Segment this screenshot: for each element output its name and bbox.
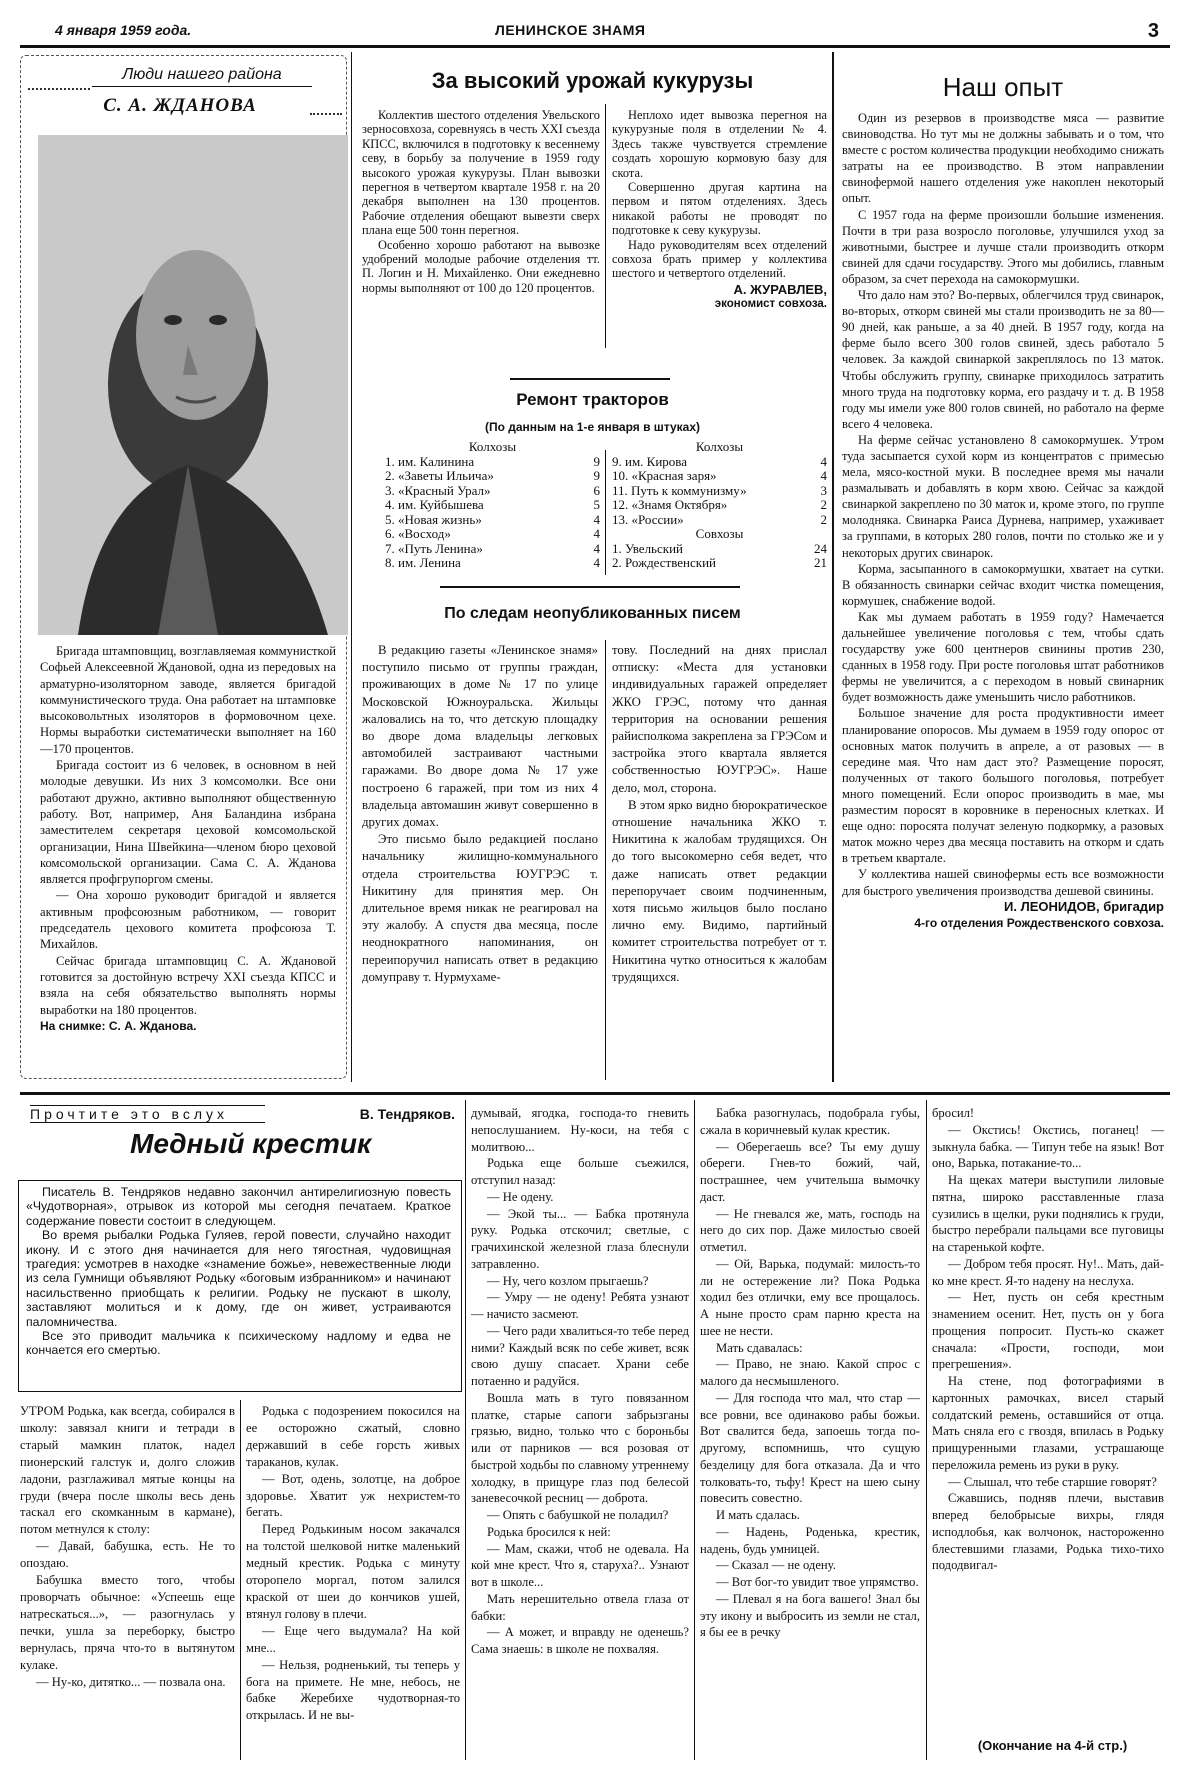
paragraph: Коллектив шестого отделения Увельского зерносовхоза, соревнуясь в честь XXI съезда КПСС, включился в подготовку к весеннему севу, в борьбу за получение в 1959 году высокого урожая кукурузы. План вывозки перегноя в четвертом квартале 1958 г. на 20 декабря выполнен на 130 процентов. Рабочие отделения обещают вывезти сверх плана еще 500 тонн перегноя.: [362, 108, 600, 238]
paragraph: Как мы думаем работать в 1959 году? Намечается дальнейшее увеличение поголовья с тем, чтобы сдать государству уже 600 центнеров свинины против 230, сданных в 1958 году. При росте поголовья штат работников фермы не увеличится, а с переходом в новый свинарник будет возможность даже уменьшить число работников.: [842, 609, 1164, 705]
paragraph: И мать сдалась.: [716, 1508, 800, 1522]
paragraph: — Давай, бабушка, есть. Не то опоздаю.: [20, 1539, 235, 1571]
paragraph: Мать сдавалась:: [716, 1340, 803, 1355]
cross-rubric: Прочтите это вслух: [30, 1105, 265, 1123]
corn-column-1: [362, 108, 600, 295]
table-row: 3. «Красный Урал» 6: [385, 482, 600, 498]
column-divider: [694, 1100, 695, 1760]
paragraph: На ферме сейчас установлено 8 самокормушек. Утром туда засыпается сухой корм из концентратов с примесью мела, мясо-костной муки. В последнее время мы начали размалывать и добавлять в корм хвою. Сейчас за каждой свинаркой закреплено по 30 маток и, кроме этого, по группе молодняка. Свинарка Раиса Дурнева, например, ухаживает за группами, в которых 280 голов, почти по столько же и у некоторых других свинарок.: [842, 432, 1164, 560]
tractors-subtitle: (По данным на 1-е января в штуках): [484, 420, 701, 434]
table-row: 8. им. Ленина 4: [385, 555, 600, 570]
paragraph: — Вот, одень, золотце, на доброе здоровье. Хватит уж нехристем-то бегать.: [246, 1471, 460, 1520]
tractors-table-left: [385, 440, 600, 571]
table-header: Совхозы: [695, 526, 744, 541]
cross-column-1: [20, 1403, 235, 1690]
table-header: Колхозы: [695, 439, 744, 454]
table-row: 2. «Заветы Ильича» 9: [385, 468, 600, 483]
page-number: 3: [1147, 20, 1159, 42]
paragraph: Неплохо идет вывозка перегноя на кукурузные поля в отделении № 4. Здесь также чувствуется стремление создать хорошую кормовую базу для скота.: [612, 108, 827, 180]
paragraph: Родька бросился к ней:: [487, 1524, 611, 1539]
paragraph: — Чего ради хвалиться-то тебе перед ними? Каждый всяк по себе живет, всяк свою душу спасает. Храни себе потаенно и радуйся.: [471, 1323, 689, 1388]
decorative-ornament: [310, 103, 342, 115]
section-rule: [510, 378, 670, 380]
paragraph: Один из резервов в производстве мяса — развитие свиноводства. Но тут мы не должны забывать и о том, что вместе с ростом количества продукции необходимо снижать затраты на ее производство. В этом направлении свинофермой нашего отделения уже накоплен некоторый опыт.: [842, 111, 1164, 206]
cross-intro: [26, 1185, 451, 1358]
paragraph: Большое значение для роста продуктивности имеет планирование опоросов. Мы думаем в 1959 году опорос от основных маток получить в апреле, а от разовых — в середине мая. Что нам даст это? Размещение поросят, полученных от такого большого поголовья, потребует много помещений. Если опорос производить в мае, мы разместим поросят в коровнике в переносных клетках. И еще одно: поросята получат зеленую подкормку, а разовых маток можно через два месяца поставить на откорм и сдать в третьем квартале.: [842, 706, 1164, 866]
paragraph: — Окстись! Окстись, поганец! — зыкнула бабка. — Типун тебе на язык! Вот оно, Варька, потакание-то...: [932, 1122, 1164, 1171]
corn-signature: А. ЖУРАВЛЕВ,: [733, 281, 827, 297]
zhdanova-rubric: Люди нашего района: [92, 66, 312, 87]
issue-date: 4 января 1959 года.: [55, 22, 192, 38]
paragraph: Писатель В. Тендряков недавно закончил антирелигиозную повесть «Чудотворная», отрывок из которой мы сегодня печатаем. Краткое содержание повести состоит в следующем.: [26, 1185, 451, 1228]
table-divider: [605, 450, 606, 575]
paragraph: — А может, и вправду не оденешь? Сама знаешь: в школе не похваляя.: [471, 1625, 689, 1656]
portrait-photo: [38, 135, 348, 635]
paragraph: — Надень, Роденька, крестик, надень, будь умницей.: [700, 1524, 920, 1556]
paragraph: Перед Родькиным носом закачался на толстой шелковой нитке маленький медный крестик. Родька с минуту оторопело моргал, потом залился краской от шеи до кончиков ушей, втянул голову в плечи.: [246, 1522, 460, 1621]
paragraph: — Экой ты... — Бабка протянула руку. Родька отскочил; светлые, с грачихинской железной глаза блеснули затравленно.: [471, 1206, 689, 1271]
paragraph: В редакцию газеты «Ленинское знамя» поступило письмо от группы граждан, проживающих в доме № 17 по улице Московской Южноуральска. Жильцы жаловались на то, что детскую площадку во дворе дома владельцы легковых автомобилей застраивают частными гаражами. Во дворе дома № 17 уже построено 6 гаражей, при том из них 4 владельца автомашин живут совершенно в других домах.: [362, 643, 598, 830]
section-rule: [440, 586, 740, 588]
paragraph: Совершенно другая картина на первом и пятом отделениях. Здесь никакой работы не проводят по подготовке к севу кукурузы.: [612, 180, 827, 238]
paragraph: С 1957 года на ферме произошли большие изменения. Почти в три раза возросло поголовье, улучшился уход за животными, быстрее и лучше стали производить откорм свиней для сдачи государству. Этого мы добились, главным образом, за счет перехода на самокормушки.: [842, 207, 1164, 286]
paragraph: Все это приводит мальчика к психическому надлому и едва не кончается его смертью.: [26, 1329, 451, 1358]
paragraph: — Вот бог-то увидит твое упрямство.: [716, 1575, 919, 1589]
zhdanova-article: [40, 643, 336, 1034]
paragraph: В этом ярко видно бюрократическое отношение начальника ЖКО т. Никитина к жалобам трудящихся. Он до того высокомерно себя ведет, что даже написать ответ редакции перепоручает своим подчиненным, хотя письмо жильцов было послано лично ему. Видимо, партийный комитет строительства потребует от т. Никитина чутко относиться к жалобам трудящихся.: [612, 797, 827, 984]
cross-column-4: [700, 1105, 920, 1641]
section-divider: [20, 1092, 1170, 1095]
paragraph: Бабка разогнулась, подобрала губы, сжала в коричневый кулак крестик.: [700, 1106, 920, 1137]
paragraph: На стене, под фотографиями в картонных рамочках, висел старый солдатский ремень, оставшийся от отца. Мать сняла его с гвоздя, впилась в Родьку прищуренными глазами, устрашающе переложила ремень из руки в руку.: [932, 1374, 1164, 1472]
letters-column-1: [362, 642, 598, 986]
corn-column-2: [612, 108, 827, 312]
letters-title: По следам неопубликованных писем: [444, 605, 741, 622]
tractors-table-right: [612, 440, 827, 571]
column-divider: [605, 104, 606, 348]
paragraph: тову. Последний на днях прислал отписку: «Места для установки индивидуальных гаражей определяет ЖКО ГРЭС, потому что данная территория на основании решения райисполкома закреплена за ГРЭСом и застройка этого квартала является собственностью ЮУГРЭС». Наше дело, мол, сторона.: [612, 643, 827, 795]
table-header: Колхозы: [468, 439, 517, 454]
column-divider: [465, 1100, 466, 1760]
cross-column-3: [471, 1105, 689, 1658]
paragraph: — Опять с бабушкой не поладил?: [487, 1508, 669, 1522]
paragraph: — Для господа что мал, что стар — все ровни, все одинаково рабы божьи. Вот свалится беда, запоешь тогда по-другому, вспомнишь, что сущую безделицу для бога отказала. Да и что толковать-то, тьфу! Крест на шею сыну повесить совестно.: [700, 1390, 920, 1506]
paragraph: — Мам, скажи, чтоб не одевала. На кой мне крест. Что я, старуха?.. Узнают вот в школе...: [471, 1541, 689, 1589]
paragraph: — Не гневался же, мать, господь на него до сих пор. Даже милостью своей отметил.: [700, 1206, 920, 1254]
cross-column-5: [932, 1105, 1164, 1574]
table-row: 1. Увельский 24: [612, 540, 827, 556]
column-divider: [926, 1100, 927, 1760]
table-row: 11. Путь к коммунизму» 3: [612, 482, 827, 498]
table-row: 7. «Путь Ленина» 4: [385, 540, 600, 556]
paragraph: Во время рыбалки Родька Гуляев, герой повести, случайно находит икону. И с этого дня начинается для него тягостная, чудовищная трагедия: усмотрев в находке «знамение божье», невежественные люди из села Гумнищи объявляют Родьку «боговым избранником» и начинают насильственно приобщать к религии. Родьку не пускают в школу, заставляют молиться и к дому, где он живет, устраиваются паломничества.: [26, 1228, 451, 1329]
paragraph: — Еще чего выдумала? На кой мне...: [246, 1623, 460, 1655]
paragraph: — Нельзя, родненький, ты теперь у бога на примете. Не мне, небось, не бабке Жеребихе чудотворная-то открылась. И не вы-: [246, 1657, 460, 1723]
paragraph: Сжавшись, подняв плечи, выставив вперед белобрысые вихры, глядя исподлобья, как волчонок, настороженно блестевшими глазами, Родька тихо-тихо пододвигал-: [932, 1491, 1164, 1573]
experience-article: [842, 110, 1164, 931]
cross-author: В. Тендряков.: [359, 1106, 455, 1122]
paragraph: — Нет, пусть он себя крестным знамением осенит. Нет, пусть он у бога прощения попросит. Пусть-ко скажет сначала: «Прости, господи, мои прегрешения».: [932, 1290, 1164, 1372]
paragraph: Корма, засыпанного в самокормушки, хватает на сутки. В обязанность свинарки сейчас входит чистка помещения, кормушек, снабжение водой.: [842, 561, 1164, 608]
tractors-title: Ремонт тракторов: [516, 390, 669, 409]
table-row: 6. «Восход» 4: [385, 526, 600, 541]
cross-title: Медный крестик: [130, 1128, 372, 1159]
paragraph: — Ой, Варька, подумай: милость-то ли не остережение ли? Пока Родька ходил без отлички, ему все прощалось. А ныне просто срам парню креста на шее не нести.: [700, 1256, 920, 1338]
table-row: 4. им. Куйбышева 5: [385, 497, 600, 512]
paragraph: Что дало нам это? Во-первых, облегчился труд свинарок, во-вторых, откорм свиней мы стали производить не за 80—90 дней, как раньше, а за 40 дней. В 1957 году, когда на ферме было всего 300 голов свиней, здесь работало 5 человек. За каждой свинаркой закреплялось по 13 маток. Чтобы обслужить группу, свинарке приходилось затратить много труда на подготовку корма, его раздачу и т. д. В 1958 году мы имели уже 800 голов свиней, но работало на ферме всего 4 человека.: [842, 288, 1164, 431]
paragraph: Это письмо было редакцией послано начальнику жилищно-коммунального отдела строительства ЮУГРЭС т. Никитину для принятия мер. Он длительное время никак не реагировал на эту жалобу. А спустя два месяца, после неоднократного напоминания, он переипоручил написать ответ в редакцию домуправу т. Нурмухаме-: [362, 832, 598, 984]
letters-column-2: [612, 642, 827, 986]
paragraph: У коллектива нашей свинофермы есть все возможности для быстрого увеличения производства дешевой свинины.: [842, 867, 1164, 898]
paragraph: — Она хорошо руководит бригадой и является активным профсоюзным работником, — говорит председатель цехового комитета профсоюза Т. Михайлов.: [40, 888, 336, 952]
column-divider: [240, 1400, 241, 1760]
zhdanova-name: С. А. ЖДАНОВА: [103, 95, 257, 116]
paragraph: — Слышал, что тебе старшие говорят?: [948, 1474, 1157, 1489]
column-divider: [605, 640, 606, 1080]
paragraph: — Ну, чего козлом прыгаешь?: [487, 1273, 649, 1288]
column-divider: [832, 52, 834, 1082]
paragraph: — Ну-ко, дитятко... — позвала она.: [36, 1674, 226, 1689]
paragraph: — Плевал я на бога вашего! Знал бы эту икону и выбросить из земли не стал, я бы ее в речку: [700, 1591, 920, 1640]
masthead-rule: [20, 45, 1170, 48]
table-row: 1. им. Калинина 9: [385, 453, 600, 469]
paragraph: На щеках матери выступили лиловые пятна, широко расставленные глаза сузились в щелки, руки поднялись к груди, быстро перебрали пальцами все пуговицы на старенькой кофте.: [932, 1173, 1164, 1254]
experience-title: Наш опыт: [942, 72, 1064, 102]
paragraph: думывай, ягодка, господа-то гневить непослушанием. Ну-коси, на тебя с молитвою...: [471, 1106, 689, 1154]
column-divider: [351, 52, 352, 1082]
table-row: 2. Рождественский 21: [612, 555, 827, 570]
paragraph: — Сказал — не одену.: [716, 1558, 836, 1573]
paragraph: Надо руководителям всех отделений совхоза брать пример у коллектива шестого и четвертого отделений.: [612, 237, 827, 281]
paragraph: — Добром тебя просят. Ну!.. Мать, дай-ко мне крест. Я-то надену на неслуха.: [932, 1256, 1164, 1288]
paragraph: Родька еще больше съежился, отступил назад:: [471, 1156, 689, 1187]
paragraph: Вошла мать в туго повязанном платке, старые сапоги забрызганы грязью, видно, только что с бороньбы или от парников — вся розовая от быстрой ходьбы по славному утреннему холодку, в прищуре глаз под белесой заневесочкой ресниц — доброта.: [471, 1390, 689, 1506]
experience-signature-position: 4-го отделения Рождественского совхоза.: [914, 915, 1164, 930]
paragraph: УТРОМ Родька, как всегда, собирался в школу: завязал книги и тетради в старый мамкин платок, надел пионерский галстук и, долго сложив ладони, разглаживал мятые концы на груди (вчера после школы весь день таскал его скомканным в кармане), потом метнулся к столу:: [20, 1404, 235, 1537]
decorative-ornament: [28, 78, 90, 90]
table-row: 12. «Знамя Октября» 2: [612, 497, 827, 512]
corn-title: За высокий урожай кукурузы: [431, 68, 754, 93]
corn-signature-position: экономист совхоза.: [714, 298, 827, 311]
paragraph: Особенно хорошо работают на вывозке удобрений молодые рабочие отделения тт. П. Логин и Н. Михайленко. Они ежедневно нормы выполняют от 100 до 120 процентов.: [362, 237, 600, 295]
photo-caption: На снимке: С. А. Жданова.: [40, 1018, 197, 1033]
paragraph: Мать нерешительно отвела глаза от бабки:: [471, 1591, 689, 1623]
paragraph: Бригада состоит из 6 человек, в основном в ней молодые девушки. Из них 3 комсомолки. Все они работают дружно, активно выполняют общественную работу. Вот, например, Аня Баландина избрана заместителем секретаря цеховой комсомольской организации, Нина Швейкина—членом бюро цеховой комсомольской организации. Сама С. А. Жданова является профгрупоргом смены.: [40, 758, 336, 887]
paragraph: Родька с подозрением покосился на ее осторожно сжатый, словно державший в себе горсть живых тараканов, кулак.: [246, 1404, 460, 1469]
experience-signature: И. ЛЕОНИДОВ, бригадир: [1004, 898, 1164, 914]
cross-column-2: [246, 1403, 460, 1724]
paragraph: бросил!: [932, 1106, 975, 1120]
table-row: 5. «Новая жизнь» 4: [385, 511, 600, 527]
paragraph: — Не одену.: [487, 1189, 554, 1204]
table-row: 9. им. Кирова 4: [612, 453, 827, 469]
table-row: 13. «России» 2: [612, 511, 827, 527]
newspaper-name: ЛЕНИНСКОЕ ЗНАМЯ: [495, 22, 646, 38]
table-row: 10. «Красная заря» 4: [612, 468, 827, 483]
paragraph: Бригада штамповщиц, возглавляемая коммунисткой Софьей Алексеевной Ждановой, одна из передовых на арматурно-изоляторном заводе, является бригадой коммунистического труда. Она работает на штамповке высоковольтных изоляторов в формовочном цехе. Нормы выработки систематически выполняет на 160—170 процентов.: [40, 644, 336, 756]
paragraph: Бабушка вместо того, чтобы проворчать обычное: «Успеешь еще натрескаться...», — разогнулась у печки, ушла за переборку, быстро вернулась, пряча что-то в вытянутом кулаке.: [20, 1573, 235, 1672]
paragraph: — Право, не знаю. Какой спрос с малого да несмышленого.: [700, 1357, 920, 1388]
paragraph: — Оберегаешь все? Ты ему душу обереги. Гнев-то божий, чай, пострашнее, чем учительша вымочку даст.: [700, 1139, 920, 1204]
continued-note: (Окончание на 4-й стр.): [977, 1738, 1128, 1753]
paragraph: — Умру — не одену! Ребята узнают — начисто засмеют.: [471, 1290, 689, 1321]
paragraph: Сейчас бригада штамповщиц С. А. Ждановой готовится за достойную встречу XXI съезда КПСС и взяла на себя обязательство выполнять нормы выработки на 180 процентов.: [40, 953, 336, 1017]
